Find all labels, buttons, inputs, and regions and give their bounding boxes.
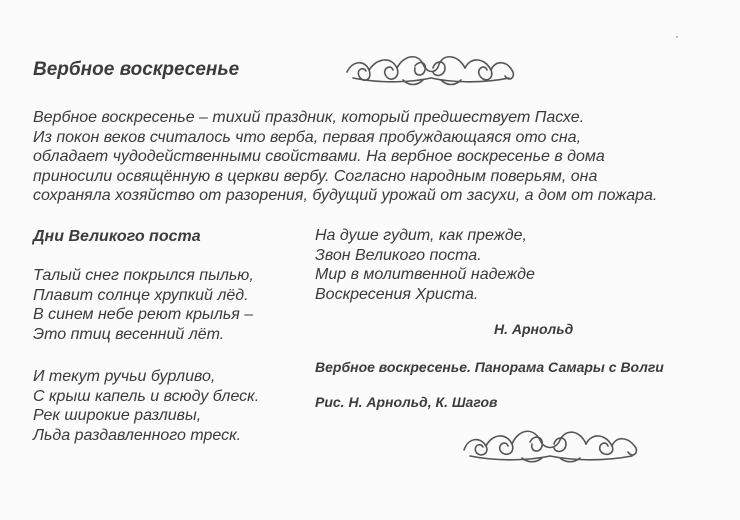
poem-line: На душе гудит, как прежде, xyxy=(315,227,527,244)
floral-ornament-icon xyxy=(460,424,642,464)
illustrators-credit: Рис. Н. Арнольд, К. Шагов xyxy=(315,394,498,410)
poem-stanza-3 xyxy=(315,226,535,304)
scan-speck xyxy=(676,36,678,38)
poem-line: И текут ручьи бурливо, xyxy=(33,368,216,385)
intro-line: обладает чудодейственными свойствами. На вербное воскресенье в дома xyxy=(33,148,605,166)
intro-line: сохраняла хозяйство от разорения, будущий урожай от засухи, а дом от пожара. xyxy=(33,187,658,205)
intro-paragraph xyxy=(33,108,733,206)
poem-line: Воскресения Христа. xyxy=(315,285,479,303)
floral-ornament-icon xyxy=(343,50,519,88)
intro-line: Из покон веков считалось что верба, первая пробуждающаяся ото сна, xyxy=(33,128,582,146)
illustration-caption: Вербное воскресенье. Панорама Самары с Волги xyxy=(315,359,664,375)
poem-heading: Дни Великого поста xyxy=(33,228,201,245)
poem-line: Льда раздавленного треск. xyxy=(33,426,242,444)
intro-line: приносили освящённую в церкви вербу. Согласно народным поверьям, она xyxy=(33,167,598,185)
poem-stanza-1 xyxy=(33,266,254,344)
poem-line: Рек широкие разливы, xyxy=(33,407,202,424)
poem-line: С крыш капель и всюду блеск. xyxy=(33,387,260,405)
poem-author: Н. Арнольд xyxy=(494,321,574,337)
poem-line: Мир в молитвенной надежде xyxy=(315,266,535,283)
intro-line: Вербное воскресенье – тихий праздник, который предшествует Пасхе. xyxy=(33,109,585,126)
poem-line: Талый снег покрылся пылью, xyxy=(33,267,254,284)
poem-line: Это птиц весенний лёт. xyxy=(33,325,225,343)
page-title: Вербное воскресенье xyxy=(33,59,240,80)
poem-stanza-2 xyxy=(33,367,259,445)
poem-line: Плавит солнце хрупкий лёд. xyxy=(33,286,249,304)
poem-line: В синем небе реют крылья – xyxy=(33,306,254,323)
poem-line: Звон Великого поста. xyxy=(315,246,482,264)
